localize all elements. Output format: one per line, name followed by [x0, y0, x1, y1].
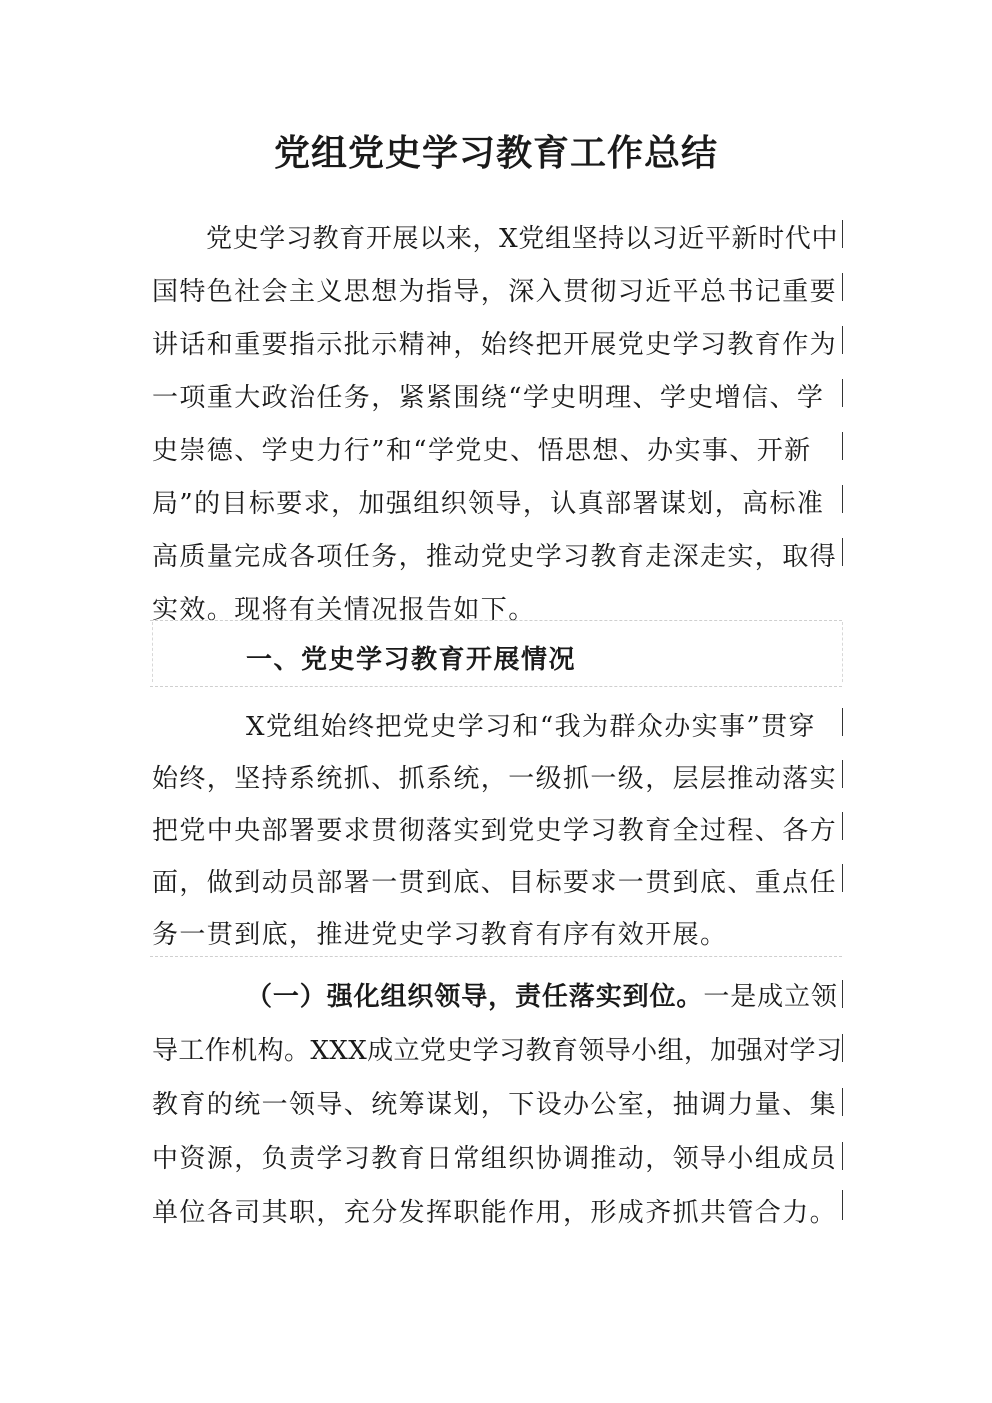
- section-1-paragraph: [152, 701, 842, 961]
- section-divider: [150, 686, 842, 687]
- intro-line-5: 史崇德、学史力行”和“学党史、悟思想、办实事、开新: [152, 436, 812, 466]
- section-1-line-1: X党组始终把党史学习和“我为群众办实事”贯穿: [246, 712, 816, 742]
- subsection-1-line-5: 单位各司其职，充分发挥职能作用，形成齐抓共管合力。: [152, 1198, 838, 1228]
- subsection-1-paragraph: [152, 970, 842, 1240]
- intro-paragraph: [152, 213, 842, 637]
- intro-line-6: 局”的目标要求，加强组织领导，认真部署谋划，高标准: [152, 489, 825, 519]
- section-divider: [842, 622, 843, 682]
- margin-mark: [842, 708, 843, 736]
- subsection-1-line-4: 中资源，负责学习教育日常组织协调推动，领导小组成员: [152, 1144, 838, 1174]
- subsection-1-bold-lead: （一）强化组织领导，责任落实到位。: [246, 982, 704, 1012]
- section-divider: [150, 620, 842, 621]
- intro-line-8: 实效。现将有关情况报告如下。: [152, 595, 536, 625]
- margin-mark: [842, 1142, 843, 1170]
- margin-mark: [842, 326, 843, 354]
- margin-mark: [842, 432, 843, 460]
- document-title: 党组党史学习教育工作总结: [273, 132, 718, 174]
- intro-line-3: 讲话和重要指示批示精神，始终把开展党史学习教育作为: [152, 330, 838, 360]
- margin-mark: [842, 379, 843, 407]
- section-1-line-5: 务一贯到底，推进党史学习教育有序有效开展。: [152, 920, 728, 950]
- intro-line-4: 一项重大政治任务，紧紧围绕“学史明理、学史增信、学: [152, 383, 825, 413]
- margin-mark: [842, 1088, 843, 1116]
- margin-mark: [842, 980, 843, 1008]
- margin-mark: [842, 1034, 843, 1062]
- subsection-1-line-1-rest: 一是成立领: [703, 982, 838, 1012]
- section-1-line-3: 把党中央部署要求贯彻落实到党史学习教育全过程、各方: [152, 816, 838, 846]
- margin-mark: [842, 538, 843, 566]
- intro-line-7: 高质量完成各项任务，推动党史学习教育走深走实，取得: [152, 542, 838, 572]
- section-1-heading: 一、党史学习教育开展情况: [246, 645, 577, 675]
- subsection-1-line-1: [152, 970, 842, 1024]
- margin-mark: [842, 760, 843, 788]
- section-divider: [150, 956, 842, 957]
- margin-mark: [842, 220, 843, 248]
- margin-mark: [842, 1190, 843, 1220]
- margin-mark: [842, 864, 843, 892]
- section-1-line-2: 始终，坚持系统抓、抓系统，一级抓一级，层层推动落实: [152, 764, 838, 794]
- subsection-1-line-2: 导工作机构。XXX成立党史学习教育领导小组，加强对学习: [152, 1036, 843, 1066]
- subsection-1-line-3: 教育的统一领导、统筹谋划，下设办公室，抽调力量、集: [152, 1090, 838, 1120]
- intro-line-1: 党史学习教育开展以来，X党组坚持以习近平新时代中: [206, 224, 839, 254]
- section-1-line-4: 面，做到动员部署一贯到底、目标要求一贯到底、重点任: [152, 868, 838, 898]
- section-divider: [152, 622, 153, 682]
- margin-mark: [842, 273, 843, 301]
- intro-line-2: 国特色社会主义思想为指导，深入贯彻习近平总书记重要: [152, 277, 838, 307]
- margin-mark: [842, 485, 843, 513]
- margin-mark: [842, 812, 843, 840]
